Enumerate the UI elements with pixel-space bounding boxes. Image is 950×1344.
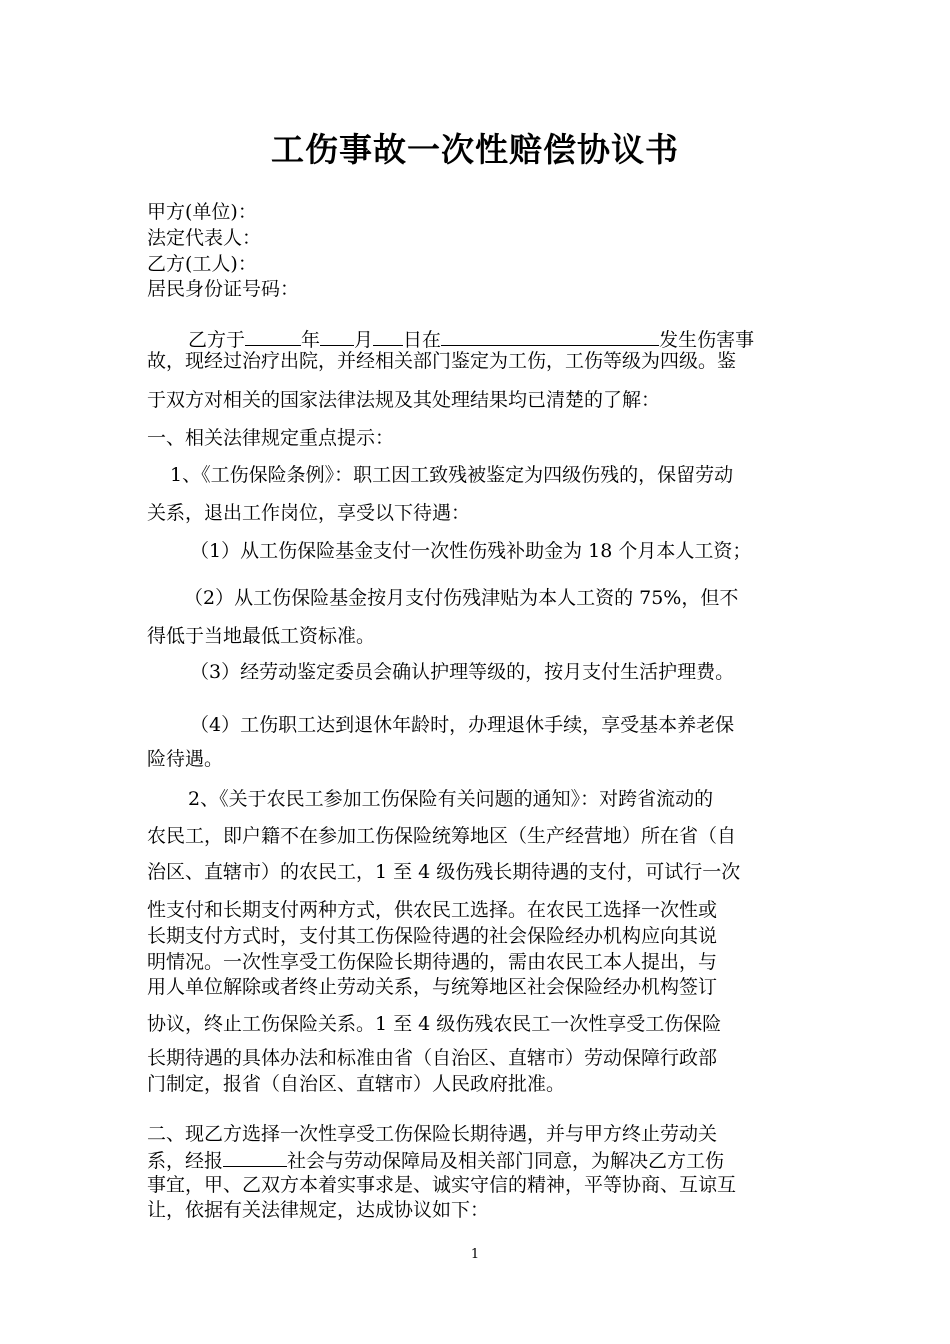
- item-1-line-2: 关系，退出工作岗位，享受以下待遇：: [147, 502, 471, 524]
- item-2-line-7: 用人单位解除或者终止劳动关系，与统筹地区社会保险经办机构签订: [147, 976, 718, 998]
- intro-year: 年: [301, 329, 321, 351]
- section-2-prefix: 系，经报: [147, 1150, 224, 1172]
- intro-day-at: 日在: [403, 329, 442, 351]
- item-2-line-5: 长期支付方式时，支付其工伤保险待遇的社会保险经办机构应向其说: [147, 925, 718, 947]
- item-2-line-9: 长期待遇的具体办法和标准由省（自治区、直辖市）劳动保障行政部: [147, 1047, 718, 1069]
- year-blank: [245, 325, 301, 346]
- item-2-line-8: 协议，终止工伤保险关系。1 至 4 级伤残农民工一次性享受工伤保险: [147, 1013, 722, 1035]
- sub-item-4-line-1: （4）工伤职工达到退休年龄时，办理退休手续，享受基本养老保: [190, 714, 735, 736]
- section-1-heading: 一、相关法律规定重点提示：: [147, 427, 395, 449]
- intro-prefix: 乙方于: [188, 329, 246, 351]
- item-2-line-3: 治区、直辖市）的农民工，1 至 4 级伤残长期待遇的支付，可试行一次: [147, 861, 741, 883]
- item-2-line-1: 2、《关于农民工参加工伤保险有关问题的通知》：对跨省流动的: [188, 788, 714, 810]
- section-2-line-1: 二、现乙方选择一次性享受工伤保险长期待遇，并与甲方终止劳动关: [147, 1123, 718, 1145]
- bureau-blank: [223, 1146, 287, 1167]
- legal-rep-label: 法定代表人：: [147, 227, 262, 249]
- section-2-line-3: 事宜，甲、乙双方本着实事求是、诚实守信的精神，平等协商、互谅互: [147, 1174, 737, 1196]
- item-1-line-1: 1、《工伤保险条例》：职工因工致残被鉴定为四级伤残的，保留劳动: [170, 464, 734, 486]
- sub-item-3: （3）经劳动鉴定委员会确认护理等级的，按月支付生活护理费。: [190, 661, 735, 683]
- section-2-line-2: [147, 1146, 724, 1174]
- day-blank: [373, 325, 403, 346]
- page-number: 1: [470, 1247, 480, 1262]
- intro-suffix: 发生伤害事: [659, 329, 755, 351]
- item-2-line-6: 明情况。一次性享受工伤保险长期待遇的，需由农民工本人提出，与: [147, 951, 718, 973]
- item-2-line-2: 农民工，即户籍不在参加工伤保险统筹地区（生产经营地）所在省（自: [147, 825, 737, 847]
- id-number-label: 居民身份证号码：: [147, 278, 300, 300]
- month-blank: [320, 325, 354, 346]
- sub-item-1: （1）从工伤保险基金支付一次性伤残补助金为 18 个月本人工资；: [190, 540, 752, 562]
- intro-line-3: 于双方对相关的国家法律法规及其处理结果均已清楚的了解：: [147, 389, 661, 411]
- item-2-line-10: 门制定，报省（自治区、直辖市）人民政府批准。: [147, 1073, 566, 1095]
- intro-line-2: 故，现经过治疗出院，并经相关部门鉴定为工伤，工伤等级为四级。鉴: [147, 350, 737, 372]
- sub-item-4-line-2: 险待遇。: [147, 748, 224, 770]
- sub-item-2-line-2: 得低于当地最低工资标准。: [147, 625, 376, 647]
- location-blank: [441, 325, 659, 346]
- item-2-line-4: 性支付和长期支付两种方式，供农民工选择。在农民工选择一次性或: [147, 899, 718, 921]
- document-title: 工伤事故一次性赔偿协议书: [271, 130, 679, 169]
- party-b-label: 乙方(工人)：: [147, 253, 257, 275]
- section-2-suffix: 社会与劳动保障局及相关部门同意，为解决乙方工伤: [287, 1150, 725, 1172]
- intro-month: 月: [354, 329, 374, 351]
- party-a-label: 甲方(单位)：: [147, 201, 257, 223]
- section-2-line-4: 让，依据有关法律规定，达成协议如下：: [147, 1199, 490, 1221]
- sub-item-2-line-1: （2）从工伤保险基金按月支付伤残津贴为本人工资的 75%，但不: [184, 587, 739, 609]
